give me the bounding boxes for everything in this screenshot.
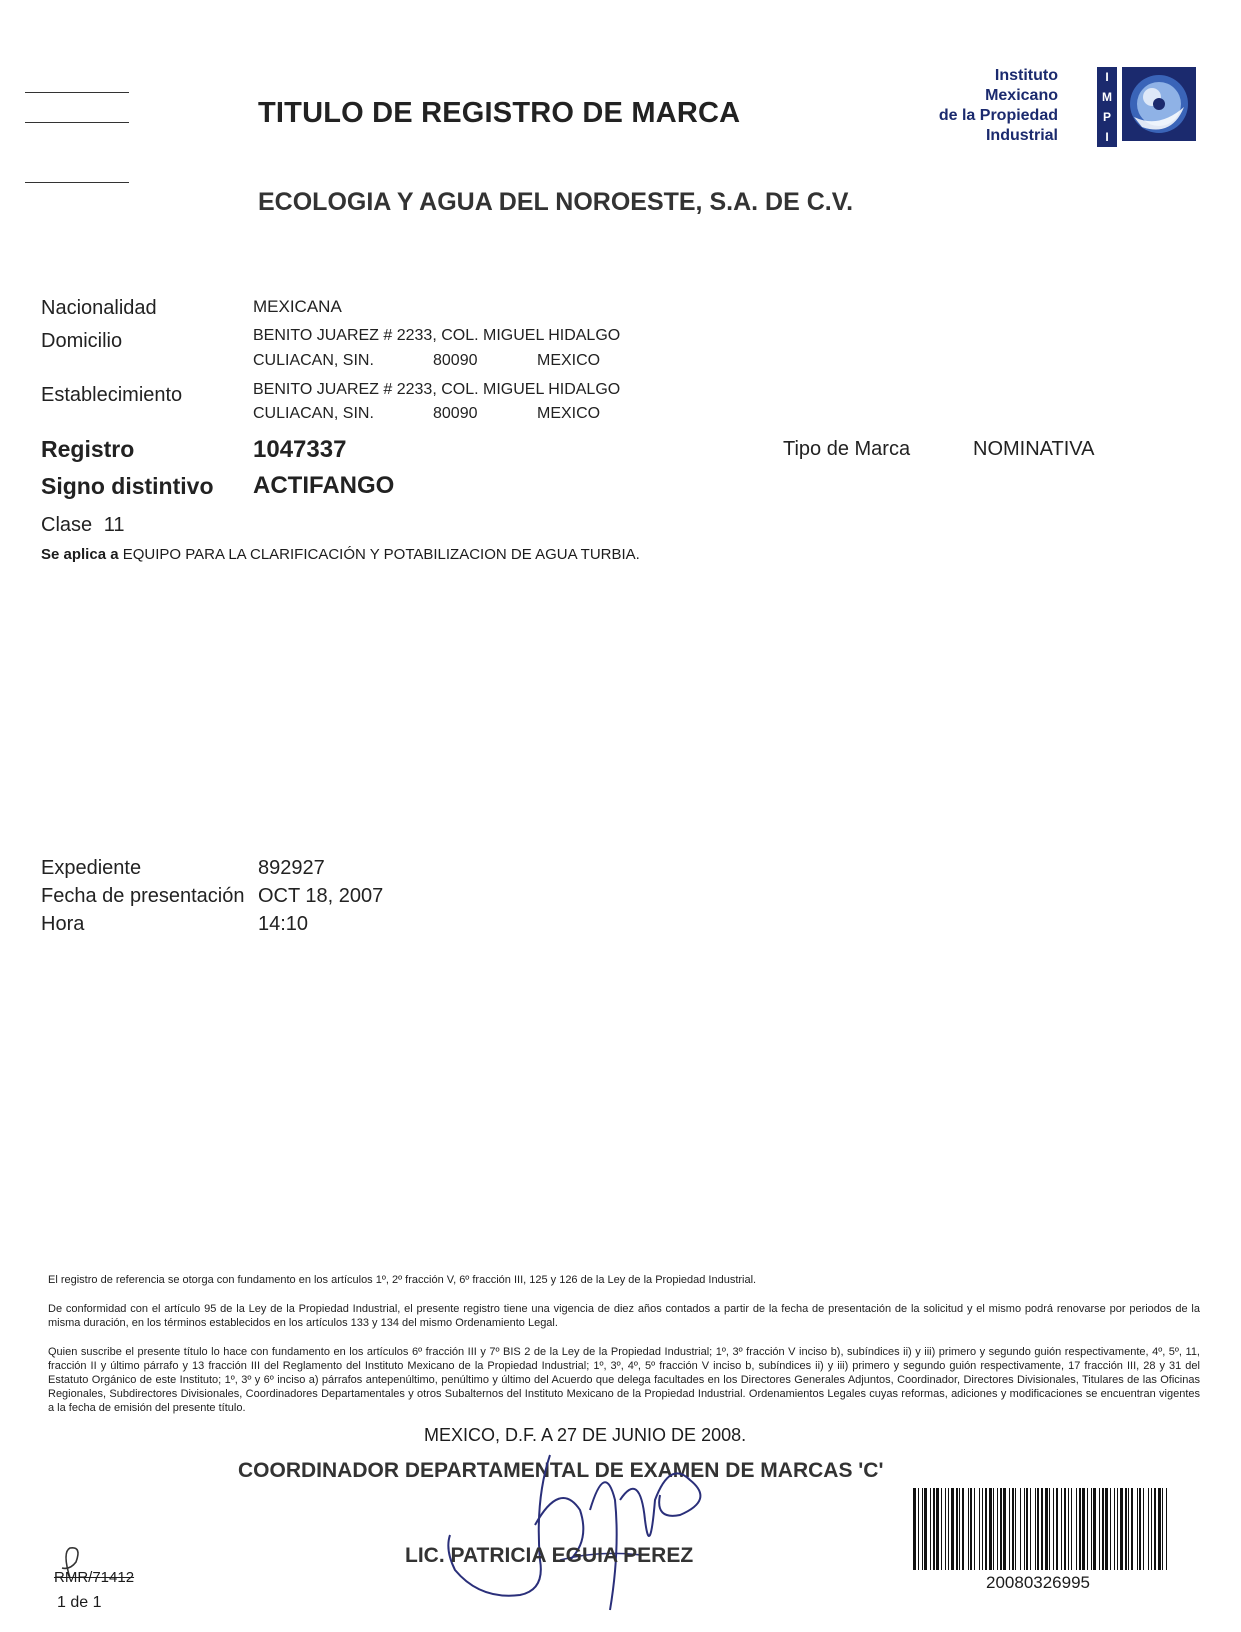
barcode-bar: [1030, 1488, 1031, 1570]
margin-rule: [25, 182, 129, 183]
barcode-bar: [930, 1488, 931, 1570]
registro-label: Registro: [41, 436, 135, 462]
barcode-bar: [1035, 1488, 1036, 1570]
barcode-bar: [1131, 1488, 1133, 1570]
establecimiento-country: MEXICO: [537, 405, 601, 422]
institute-name: [908, 66, 1058, 146]
barcode-bar: [1154, 1488, 1156, 1570]
barcode-bar: [922, 1488, 923, 1570]
barcode-bar: [968, 1488, 969, 1570]
institute-line: Instituto: [994, 67, 1058, 84]
barcode-bar: [970, 1488, 972, 1570]
signer-name: LIC. PATRICIA EGUIA PEREZ: [405, 1544, 694, 1567]
barcode-bar: [1068, 1488, 1069, 1570]
tipo-marca-value: NOMINATIVA: [973, 438, 1095, 460]
establecimiento-zip: 80090: [433, 405, 478, 422]
signo-distintivo-label: Signo distintivo: [41, 473, 214, 499]
barcode-bar: [1151, 1488, 1152, 1570]
domicilio-line1: BENITO JUAREZ # 2233, COL. MIGUEL HIDALGO: [253, 327, 621, 344]
barcode-bar: [1015, 1488, 1016, 1570]
barcode-bar: [1012, 1488, 1014, 1570]
barcode-bar: [1064, 1488, 1066, 1570]
domicilio-label: Domicilio: [41, 330, 123, 352]
barcode-bar: [951, 1488, 954, 1570]
fecha-presentacion-value: OCT 18, 2007: [258, 885, 384, 907]
reference-number: RMR/71412: [54, 1569, 135, 1586]
domicilio-country: MEXICO: [537, 352, 601, 369]
barcode-bar: [936, 1488, 939, 1570]
barcode-bar: [997, 1488, 998, 1570]
impi-letter: P: [1102, 110, 1111, 124]
barcode-bar: [1000, 1488, 1002, 1570]
impi-emblem-icon: [1122, 67, 1196, 141]
barcode-bar: [1049, 1488, 1050, 1570]
barcode-bar: [913, 1488, 916, 1570]
nacionalidad-label: Nacionalidad: [41, 297, 157, 319]
barcode-bar: [1041, 1488, 1043, 1570]
barcode-bar: [1148, 1488, 1149, 1570]
legal-paragraph: De conformidad con el artículo 95 de la Ley de la Propiedad Industrial, el presente registro tiene una vigencia de diez años contados a partir de la fecha de presentación de la solicitud y el mismo podrá renovarse por periodos de la misma duración, en los términos establecidos en los artículos 133 y 134 del mismo Ordenamiento Legal.: [48, 1303, 1200, 1329]
barcode-bar: [948, 1488, 949, 1570]
barcode-bar: [1026, 1488, 1028, 1570]
legal-paragraph: El registro de referencia se otorga con fundamento en los artículos 1º, 2º fracción V, 6º fracción III, 125 y 126 de la Ley de la Propiedad Industrial.: [48, 1274, 757, 1286]
impi-letter: I: [1105, 70, 1109, 84]
tipo-marca-label: Tipo de Marca: [783, 438, 911, 460]
barcode-bar: [1110, 1488, 1111, 1570]
barcode-bar: [1166, 1488, 1167, 1570]
barcode-bar: [1082, 1488, 1085, 1570]
barcode-number: 20080326995: [986, 1573, 1091, 1592]
barcode-bar: [974, 1488, 975, 1570]
barcode-bar: [956, 1488, 958, 1570]
document-title: TITULO DE REGISTRO DE MARCA: [258, 97, 741, 129]
barcode-bar: [1056, 1488, 1058, 1570]
barcode-bar: [1162, 1488, 1163, 1570]
barcode-bar: [1114, 1488, 1115, 1570]
barcode-bar: [989, 1488, 992, 1570]
impi-logo: [938, 66, 1200, 150]
barcode-bar: [1102, 1488, 1104, 1570]
barcode-bar: [959, 1488, 960, 1570]
barcode-bar: [985, 1488, 987, 1570]
barcode-bar: [1045, 1488, 1048, 1570]
barcode-bar: [1093, 1488, 1096, 1570]
nacionalidad-value: MEXICANA: [253, 297, 342, 316]
barcode-bar: [924, 1488, 927, 1570]
barcode-bar: [1003, 1488, 1006, 1570]
barcode-bar: [945, 1488, 946, 1570]
barcode-bar: [941, 1488, 942, 1570]
page-number: 1 de 1: [57, 1594, 102, 1611]
establecimiento-line1: BENITO JUAREZ # 2233, COL. MIGUEL HIDALGO: [253, 381, 621, 398]
barcode-bar: [1037, 1488, 1039, 1570]
company-name: ECOLOGIA Y AGUA DEL NOROESTE, S.A. DE C.V.: [258, 188, 854, 216]
barcode-bar: [1105, 1488, 1108, 1570]
barcode-bar: [1053, 1488, 1054, 1570]
barcode-bar: [1087, 1488, 1088, 1570]
clase-label: Clase: [41, 514, 93, 536]
signo-distintivo-value: ACTIFANGO: [253, 472, 395, 499]
expediente-value: 892927: [258, 857, 325, 879]
barcode-bar: [1158, 1488, 1161, 1570]
barcode-bar: [1024, 1488, 1025, 1570]
place-date: MEXICO, D.F. A 27 DE JUNIO DE 2008.: [424, 1425, 747, 1445]
impi-letter: I: [1105, 130, 1109, 144]
barcode-bar: [1117, 1488, 1118, 1570]
clase-value: 11: [103, 514, 125, 536]
fecha-presentacion-label: Fecha de presentación: [41, 885, 245, 907]
barcode-bar: [1143, 1488, 1144, 1570]
domicilio-city: CULIACAN, SIN.: [253, 352, 374, 369]
domicilio-zip: 80090: [433, 352, 478, 369]
barcode-bar: [1137, 1488, 1138, 1570]
establecimiento-city: CULIACAN, SIN.: [253, 405, 374, 422]
barcode-bar: [993, 1488, 994, 1570]
barcode-bar: [1120, 1488, 1123, 1570]
hora-value: 14:10: [258, 913, 309, 935]
barcode-bar: [933, 1488, 935, 1570]
barcode-bar: [1020, 1488, 1021, 1570]
aplica-row: [41, 546, 640, 563]
signer-position: COORDINADOR DEPARTAMENTAL DE EXAMEN DE MARCAS 'C': [238, 1459, 884, 1482]
barcode-bar: [979, 1488, 980, 1570]
aplica-label: Se aplica a: [41, 546, 119, 563]
impi-acronym: [1097, 67, 1117, 147]
institute-line: de la Propiedad: [938, 107, 1058, 124]
barcode-bar: [962, 1488, 964, 1570]
hora-label: Hora: [41, 913, 85, 935]
legal-paragraph: Quien suscribe el presente título lo hace con fundamento en los artículos 6º fracción III y 7º BIS 2 de la Ley de la Propiedad Industrial; 1º, 3º fracción V inciso b), subíndices ii) y iii) primero y segundo guión respectivamente, 4º, 5º, 11, fracción II y último párrafo y 13 fracción III del Reglamento del Instituto Mexicano de la Propiedad Industrial; 1º, 3º, 4º, 5º fracción V inciso b, subíndices ii) y iii) primero y segundo guión respectivamente, 17 fracción III, 28 y 31 del Estatuto Orgánico de este Instituto; 1º, 3º y 6º inciso a) párrafos antepenúltimo, penúltimo y último del Acuerdo que delega facultades en los Directores Generales Adjuntos, Coordinador, Directores Divisionales, Titulares de las Oficinas Regionales, Subdirectores Divisionales, Coordinadores Departamentales y otros Subalternos del Instituto Mexicano de la Propiedad Industrial. Ordenamientos Legales cuyas reformas, adiciones y modificaciones se encuentran vigentes a la fecha de emisión del presente título.: [48, 1346, 1200, 1414]
handwritten-signature: [440, 1440, 730, 1620]
clase-row: [41, 514, 124, 537]
expediente-label: Expediente: [41, 857, 142, 879]
establecimiento-label: Establecimiento: [41, 384, 183, 406]
barcode-bar: [1128, 1488, 1129, 1570]
barcode-bar: [1099, 1488, 1100, 1570]
aplica-value: EQUIPO PARA LA CLARIFICACIÓN Y POTABILIZACION DE AGUA TURBIA.: [122, 546, 640, 563]
institute-line: Mexicano: [985, 87, 1058, 104]
institute-line: Industrial: [985, 127, 1058, 144]
registro-value: 1047337: [253, 436, 347, 463]
barcode-bar: [918, 1488, 919, 1570]
barcode-bar: [1071, 1488, 1072, 1570]
barcode-bar: [982, 1488, 983, 1570]
barcode-bar: [1125, 1488, 1127, 1570]
barcode-bar: [1076, 1488, 1077, 1570]
barcode-bar: [1079, 1488, 1081, 1570]
barcode-bar: [1091, 1488, 1092, 1570]
impi-letter: M: [1102, 90, 1112, 104]
barcode-bar: [1139, 1488, 1141, 1570]
margin-rule: [25, 92, 129, 93]
margin-rule: [25, 122, 129, 123]
barcode-bar: [1009, 1488, 1010, 1570]
barcode: [913, 1488, 1171, 1570]
barcode-bar: [1061, 1488, 1062, 1570]
